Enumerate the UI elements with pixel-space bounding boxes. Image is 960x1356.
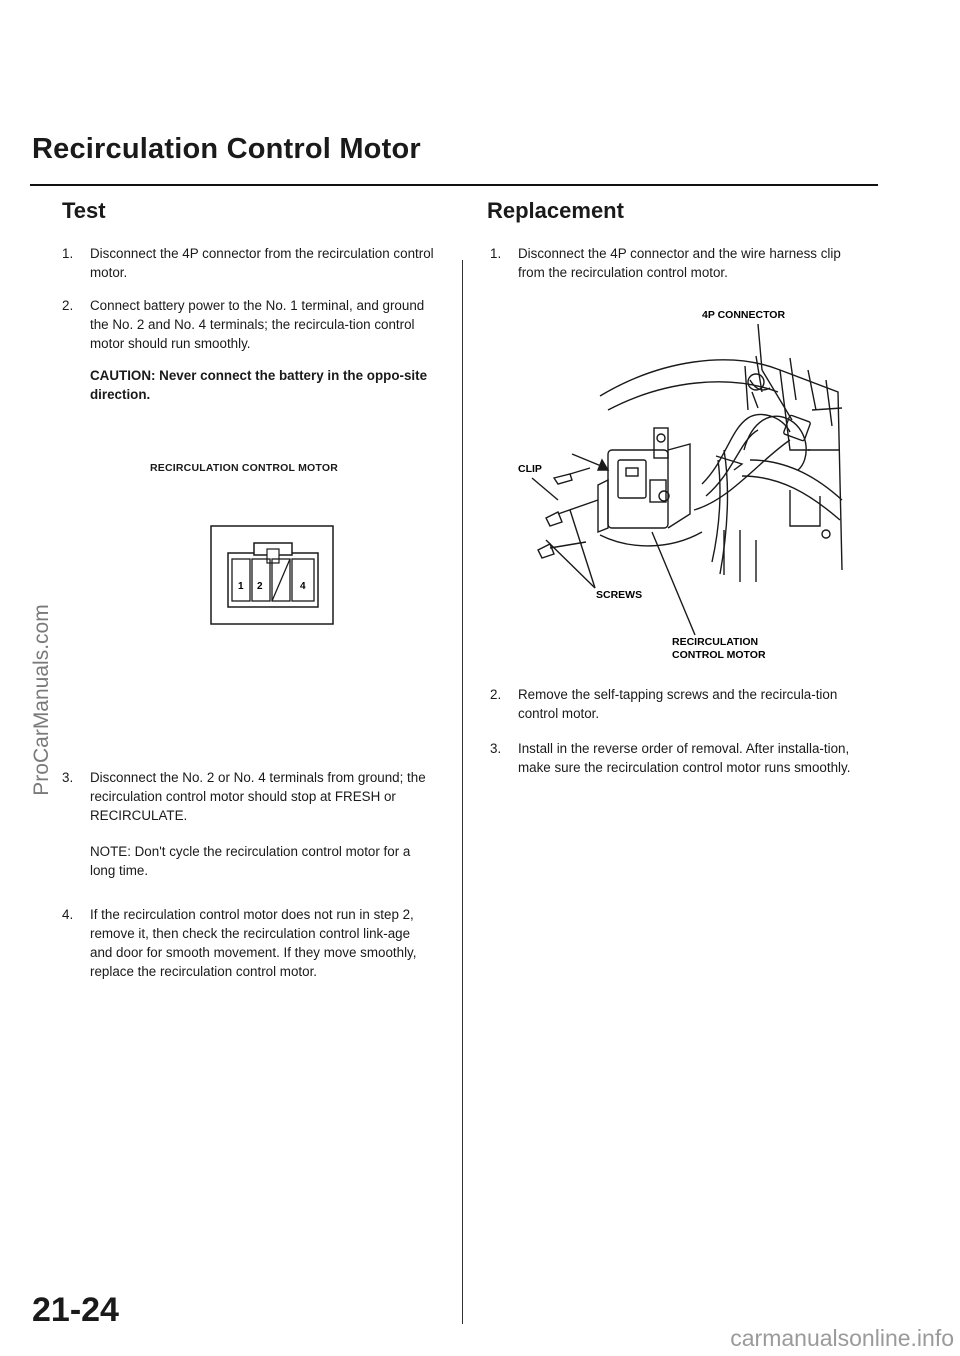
step-number: 1. bbox=[62, 246, 74, 261]
caution-text: CAUTION: Never connect the battery in the oppo-site direction. bbox=[90, 368, 428, 402]
test-step-3 bbox=[62, 768, 436, 828]
note-text: NOTE: Don't cycle the recirculation control motor for a long time. bbox=[90, 844, 411, 878]
motor-callout-line2: CONTROL MOTOR bbox=[672, 649, 766, 661]
replacement-step-3 bbox=[490, 739, 866, 799]
test-step-2 bbox=[62, 296, 436, 356]
step-text: Disconnect the 4P connector from the recirculation control motor. bbox=[90, 246, 434, 280]
replacement-step-1 bbox=[490, 244, 866, 284]
motor-installation-illustration bbox=[490, 300, 870, 670]
terminal-2-label: 2 bbox=[257, 581, 263, 592]
column-divider bbox=[462, 260, 463, 1324]
connector-diagram-label: RECIRCULATION CONTROL MOTOR bbox=[150, 462, 338, 474]
replacement-heading: Replacement bbox=[487, 198, 624, 223]
terminal-1-label: 1 bbox=[238, 581, 244, 592]
clip-callout: CLIP bbox=[518, 463, 542, 475]
connector-terminal-diagram bbox=[210, 525, 335, 627]
footer-site-link[interactable]: carmanualsonline.info bbox=[730, 1325, 954, 1351]
replacement-step-2 bbox=[490, 685, 866, 725]
step-number: 2. bbox=[62, 298, 74, 313]
step-text: Disconnect the 4P connector and the wire harness clip from the recirculation control motor. bbox=[518, 246, 841, 280]
step-text: Disconnect the No. 2 or No. 4 terminals from ground; the recirculation control motor should stop at FRESH or RECIRCULATE. bbox=[90, 770, 426, 823]
step-text: Install in the reverse order of removal. After installa-tion, make sure the recirculation control motor runs smoothly. bbox=[518, 741, 851, 775]
test-step-1 bbox=[62, 244, 436, 284]
page-number: 21-24 bbox=[32, 1291, 119, 1329]
motor-callout-line1: RECIRCULATION bbox=[672, 636, 759, 648]
step-number: 3. bbox=[62, 770, 74, 785]
title-rule bbox=[30, 184, 878, 186]
step-text: Connect battery power to the No. 1 terminal, and ground the No. 2 and No. 4 terminals; the recircula-tion control motor should run smoothly. bbox=[90, 298, 425, 351]
test-step-4 bbox=[62, 905, 436, 985]
page-title: Recirculation Control Motor bbox=[32, 133, 421, 165]
step-text: If the recirculation control motor does not run in step 2, remove it, then check the recirculation control link-age and door for smooth movement. If they move smoothly, replace the recirculation control motor. bbox=[90, 907, 417, 979]
terminal-4-label: 4 bbox=[300, 581, 306, 592]
step-number: 2. bbox=[490, 687, 502, 702]
step-number: 3. bbox=[490, 741, 502, 756]
side-watermark: ProCarManuals.com bbox=[30, 604, 53, 796]
step-number: 4. bbox=[62, 907, 74, 922]
step-number: 1. bbox=[490, 246, 502, 261]
screws-callout: SCREWS bbox=[596, 589, 643, 601]
connector-callout: 4P CONNECTOR bbox=[702, 309, 786, 321]
step-text: Remove the self-tapping screws and the recircula-tion control motor. bbox=[518, 687, 838, 721]
test-heading: Test bbox=[62, 198, 106, 223]
